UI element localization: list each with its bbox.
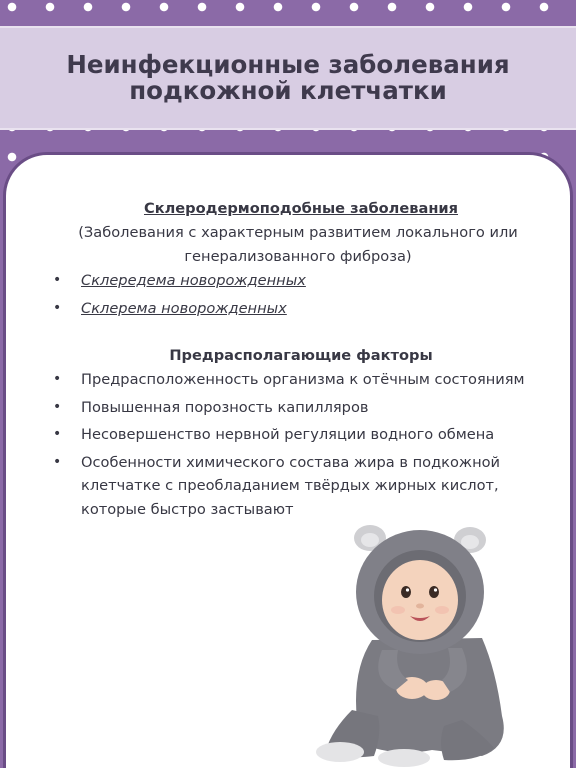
section-heading-factors: Предрасполагающие факторы [169,347,433,364]
disease-link-sclerema[interactable]: Склерема новорожденных [81,299,287,317]
bullet-icon: • [53,453,62,470]
list-item [6,269,570,293]
bullet-icon: • [53,371,62,387]
factors-list [6,368,570,521]
list-item [6,451,570,522]
list-item [6,297,570,321]
title-band [0,26,576,130]
baby-photo [312,520,522,768]
factor-text: Повышенная порозность капилляров [81,398,369,416]
list-item [6,423,570,447]
slide-title-line-1: Неинфекционные заболевания [66,50,510,79]
section-description: (Заболевания с характерным развитием локального или генерализованного фиброза) [78,224,518,265]
list-item [6,396,570,420]
baby-illustration [312,520,522,768]
bullet-icon: • [53,398,62,415]
slide-title-line-2: подкожной клетчатки [129,76,447,105]
slide-content [6,197,570,525]
list-item [6,368,570,392]
factor-text: Предрасположенность организма к отёчным состояниям [81,371,525,388]
section-heading-scleroderma: Склеродермоподобные заболевания [143,200,459,217]
disease-list [6,269,570,320]
factor-text: Особенности химического состава жира в подкожной клетчатке с преобладанием твёрдых жирных кислот, которые быстро застывают [81,453,501,518]
factor-text: Несовершенство нервной регуляции водного обмена [81,426,495,443]
bullet-icon: • [53,272,62,288]
bullet-icon: • [53,426,62,442]
disease-link-scleredema[interactable]: Склередема новорожденных [81,272,306,289]
bullet-icon: • [53,299,62,316]
